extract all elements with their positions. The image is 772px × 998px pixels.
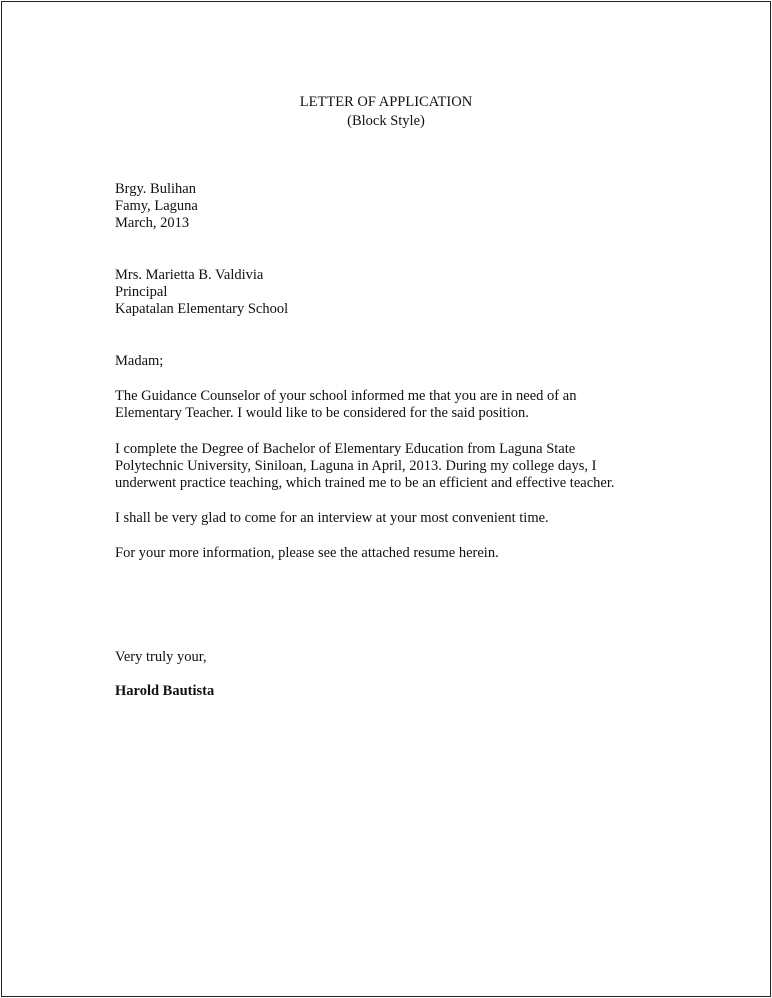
paragraph-2-line-2: Polytechnic University, Siniloan, Laguna in April, 2013. During my college days, I: [115, 458, 597, 474]
sender-address-line-1: Brgy. Bulihan: [115, 181, 196, 197]
recipient-school: Kapatalan Elementary School: [115, 301, 289, 317]
recipient-position: Principal: [115, 284, 168, 300]
paragraph-2-line-3: underwent practice teaching, which trained me to be an efficient and effective teacher.: [115, 475, 615, 491]
title-style: (Block Style): [347, 113, 425, 129]
signature-name: Harold Bautista: [115, 683, 215, 699]
sender-address-line-2: Famy, Laguna: [115, 198, 198, 214]
paragraph-3: I shall be very glad to come for an interview at your most convenient time.: [115, 510, 549, 526]
paragraph-1-line-1: The Guidance Counselor of your school informed me that you are in need of an: [115, 388, 577, 404]
letter-page: [1, 1, 771, 997]
letter-date: March, 2013: [115, 215, 190, 231]
salutation: Madam;: [115, 353, 164, 369]
recipient-name: Mrs. Marietta B. Valdivia: [115, 267, 264, 283]
paragraph-4: For your more information, please see the attached resume herein.: [115, 545, 499, 561]
closing: Very truly your,: [115, 649, 207, 665]
title-main: LETTER OF APPLICATION: [299, 94, 473, 110]
paragraph-1-line-2: Elementary Teacher. I would like to be considered for the said position.: [115, 405, 529, 421]
letter-title: [0, 93, 772, 131]
paragraph-2-line-1: I complete the Degree of Bachelor of Elementary Education from Laguna State: [115, 441, 576, 457]
